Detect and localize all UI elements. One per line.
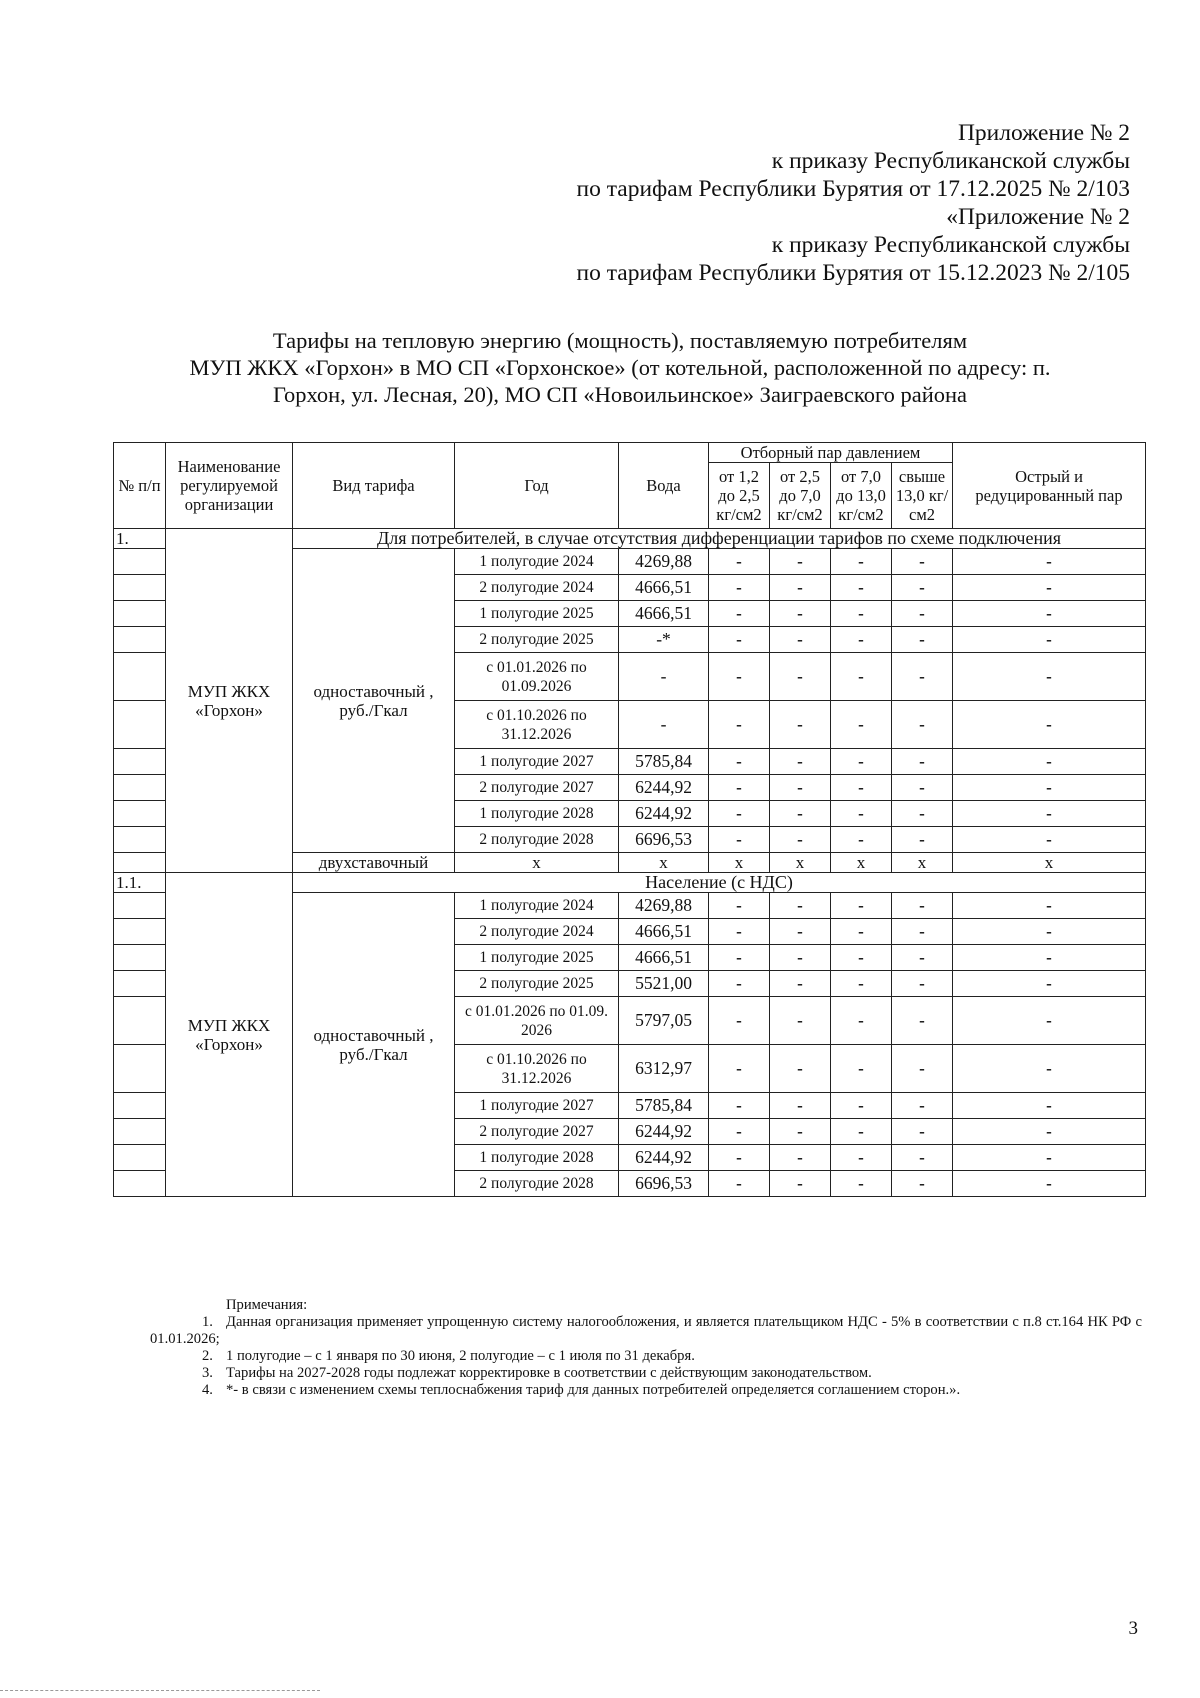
tariff-kind: одноставочный , руб./Гкал (293, 893, 455, 1197)
steam-7-0-value: - (831, 801, 892, 827)
steam-1-2-value: - (709, 701, 770, 749)
two-part-p4: х (892, 853, 953, 873)
note-text: *- в связи с изменением схемы теплоснабжения тариф для данных потребителей определяется соглашением сторон.». (226, 1382, 961, 1398)
water-value: 5785,84 (619, 749, 709, 775)
period-cell: 2 полугодие 2025 (455, 971, 619, 997)
steam-7-0-value: - (831, 549, 892, 575)
note-text: Данная организация применяет упрощенную систему налогообложения, и является плательщиком НДС - 5% в соответствии с п.8 ст.164 НК РФ с 01.01.2026; (150, 1314, 1142, 1347)
steam-7-0-value: - (831, 775, 892, 801)
row-number-cell (114, 945, 166, 971)
steam-13-0-value: - (892, 1045, 953, 1093)
steam-7-0-value: - (831, 653, 892, 701)
col-header-p3: от 7,0 до 13,0 кг/см2 (831, 463, 892, 529)
header-line: Приложение № 2 (957, 120, 1130, 146)
steam-7-0-value: - (831, 749, 892, 775)
steam-13-0-value: - (892, 775, 953, 801)
steam-13-0-value: - (892, 997, 953, 1045)
scan-edge-line (0, 1690, 320, 1691)
col-header-p2: от 2,5 до 7,0 кг/см2 (770, 463, 831, 529)
row-number-cell (114, 1171, 166, 1197)
sharp-steam-value: - (953, 653, 1146, 701)
two-part-water: х (619, 853, 709, 873)
steam-7-0-value: - (831, 701, 892, 749)
steam-1-2-value: - (709, 801, 770, 827)
row-number-cell (114, 749, 166, 775)
col-header-num: № п/п (114, 443, 166, 529)
two-part-p3: х (831, 853, 892, 873)
period-cell: 2 полугодие 2024 (455, 575, 619, 601)
row-number-cell (114, 919, 166, 945)
steam-7-0-value: - (831, 1145, 892, 1171)
section-number: 1.1. (114, 873, 166, 893)
water-value: 6244,92 (619, 1119, 709, 1145)
steam-13-0-value: - (892, 945, 953, 971)
steam-7-0-value: - (831, 827, 892, 853)
steam-7-0-value: - (831, 997, 892, 1045)
col-header-water: Вода (619, 443, 709, 529)
tariff-kind-two-part: двухставочный (293, 853, 455, 873)
sharp-steam-value: - (953, 997, 1146, 1045)
row-number-cell (114, 627, 166, 653)
section-heading-row (114, 529, 1146, 549)
steam-7-0-value: - (831, 919, 892, 945)
sharp-steam-value: - (953, 1145, 1146, 1171)
row-number-cell (114, 575, 166, 601)
col-header-org: Наименование регулируемой организации (166, 443, 293, 529)
period-cell: 1 полугодие 2025 (455, 945, 619, 971)
steam-1-2-value: - (709, 945, 770, 971)
sharp-steam-value: - (953, 701, 1146, 749)
tariff-kind: одноставочный , руб./Гкал (293, 549, 455, 853)
note-text: Тарифы на 2027-2028 годы подлежат корректировке в соответствии с действующим законодательством. (226, 1365, 872, 1381)
steam-13-0-value: - (892, 653, 953, 701)
col-header-year: Год (455, 443, 619, 529)
row-number-cell (114, 801, 166, 827)
steam-7-0-value: - (831, 945, 892, 971)
two-part-sharp: х (953, 853, 1146, 873)
sharp-steam-value: - (953, 945, 1146, 971)
steam-13-0-value: - (892, 827, 953, 853)
row-number-cell (114, 827, 166, 853)
sharp-steam-value: - (953, 1171, 1146, 1197)
two-part-year: х (455, 853, 619, 873)
sharp-steam-value: - (953, 627, 1146, 653)
row-number-cell (114, 653, 166, 701)
steam-2-5-value: - (770, 575, 831, 601)
steam-13-0-value: - (892, 549, 953, 575)
header-line: к приказу Республиканской службы (771, 148, 1130, 174)
section-heading: Для потребителей, в случае отсутствия дифференциации тарифов по схеме подключения (293, 529, 1146, 549)
org-name: МУП ЖКХ «Горхон» (166, 873, 293, 1197)
steam-2-5-value: - (770, 749, 831, 775)
steam-1-2-value: - (709, 893, 770, 919)
water-value: - (619, 653, 709, 701)
sharp-steam-value: - (953, 801, 1146, 827)
steam-2-5-value: - (770, 1045, 831, 1093)
steam-1-2-value: - (709, 997, 770, 1045)
row-number-cell (114, 549, 166, 575)
steam-2-5-value: - (770, 919, 831, 945)
steam-1-2-value: - (709, 827, 770, 853)
header-line: «Приложение № 2 (946, 204, 1130, 230)
sharp-steam-value: - (953, 919, 1146, 945)
page-number: 3 (1128, 1618, 1138, 1639)
period-cell: 2 полугодие 2028 (455, 827, 619, 853)
notes (150, 1297, 1142, 1399)
title-line: МУП ЖКХ «Горхон» в МО СП «Горхонское» (от котельной, расположенной по адресу: п. (189, 355, 1051, 380)
row-number-cell (114, 1093, 166, 1119)
sharp-steam-value: - (953, 893, 1146, 919)
two-part-p2: х (770, 853, 831, 873)
header-row (114, 443, 1146, 463)
water-value: 5797,05 (619, 997, 709, 1045)
steam-2-5-value: - (770, 971, 831, 997)
steam-7-0-value: - (831, 1119, 892, 1145)
note-number: 1. (202, 1314, 213, 1330)
steam-1-2-value: - (709, 653, 770, 701)
steam-1-2-value: - (709, 1119, 770, 1145)
water-value: 6696,53 (619, 827, 709, 853)
steam-1-2-value: - (709, 627, 770, 653)
steam-7-0-value: - (831, 601, 892, 627)
steam-2-5-value: - (770, 701, 831, 749)
steam-2-5-value: - (770, 549, 831, 575)
steam-2-5-value: - (770, 1171, 831, 1197)
steam-2-5-value: - (770, 997, 831, 1045)
steam-7-0-value: - (831, 971, 892, 997)
steam-2-5-value: - (770, 653, 831, 701)
steam-1-2-value: - (709, 601, 770, 627)
steam-1-2-value: - (709, 549, 770, 575)
steam-2-5-value: - (770, 775, 831, 801)
steam-2-5-value: - (770, 827, 831, 853)
sharp-steam-value: - (953, 1093, 1146, 1119)
note-item (150, 1314, 1142, 1348)
row-number-cell (114, 775, 166, 801)
water-value: 5521,00 (619, 971, 709, 997)
title-line: Тарифы на тепловую энергию (мощность), поставляемую потребителям (272, 328, 968, 353)
steam-2-5-value: - (770, 893, 831, 919)
row-number-cell (114, 601, 166, 627)
steam-1-2-value: - (709, 971, 770, 997)
steam-13-0-value: - (892, 919, 953, 945)
water-value: 4666,51 (619, 945, 709, 971)
period-cell: с 01.10.2026 по 31.12.2026 (455, 701, 619, 749)
steam-7-0-value: - (831, 1045, 892, 1093)
steam-2-5-value: - (770, 1145, 831, 1171)
steam-2-5-value: - (770, 1093, 831, 1119)
period-cell: с 01.01.2026 по 01.09. 2026 (455, 997, 619, 1045)
water-value: 6312,97 (619, 1045, 709, 1093)
header-line: по тарифам Республики Бурятия от 17.12.2025 № 2/103 (576, 176, 1130, 202)
water-value: 6696,53 (619, 1171, 709, 1197)
period-cell: с 01.10.2026 по 31.12.2026 (455, 1045, 619, 1093)
note-text: 1 полугодие – с 1 января по 30 июня, 2 полугодие – с 1 июля по 31 декабря. (226, 1348, 695, 1364)
steam-13-0-value: - (892, 701, 953, 749)
section-heading: Население (с НДС) (293, 873, 1146, 893)
period-cell: 2 полугодие 2027 (455, 1119, 619, 1145)
period-cell: 1 полугодие 2028 (455, 1145, 619, 1171)
period-cell: 2 полугодие 2028 (455, 1171, 619, 1197)
col-header-p1: от 1,2 до 2,5 кг/см2 (709, 463, 770, 529)
col-header-steam: Отборный пар давлением (709, 443, 953, 463)
steam-7-0-value: - (831, 627, 892, 653)
row-number-cell (114, 997, 166, 1045)
period-cell: 2 полугодие 2025 (455, 627, 619, 653)
header-line: по тарифам Республики Бурятия от 15.12.2023 № 2/105 (576, 260, 1130, 286)
water-value: - (619, 701, 709, 749)
steam-13-0-value: - (892, 1145, 953, 1171)
two-part-p1: х (709, 853, 770, 873)
water-value: 5785,84 (619, 1093, 709, 1119)
appendix-header (577, 119, 1130, 287)
section-number: 1. (114, 529, 166, 549)
row-number-cell (114, 1119, 166, 1145)
period-cell: 1 полугодие 2027 (455, 749, 619, 775)
water-value: 6244,92 (619, 775, 709, 801)
period-cell: 2 полугодие 2027 (455, 775, 619, 801)
note-item (150, 1382, 1142, 1399)
col-header-sharp-steam: Острый и редуцированный пар (953, 443, 1146, 529)
sharp-steam-value: - (953, 775, 1146, 801)
sharp-steam-value: - (953, 1119, 1146, 1145)
sharp-steam-value: - (953, 1045, 1146, 1093)
period-cell: 2 полугодие 2024 (455, 919, 619, 945)
period-cell: 1 полугодие 2025 (455, 601, 619, 627)
steam-1-2-value: - (709, 575, 770, 601)
period-cell: с 01.01.2026 по 01.09.2026 (455, 653, 619, 701)
period-cell: 1 полугодие 2027 (455, 1093, 619, 1119)
steam-13-0-value: - (892, 749, 953, 775)
note-number: 4. (202, 1382, 213, 1398)
steam-13-0-value: - (892, 971, 953, 997)
steam-1-2-value: - (709, 1093, 770, 1119)
steam-13-0-value: - (892, 1119, 953, 1145)
steam-1-2-value: - (709, 1045, 770, 1093)
steam-7-0-value: - (831, 575, 892, 601)
org-name: МУП ЖКХ «Горхон» (166, 529, 293, 873)
water-value: 6244,92 (619, 1145, 709, 1171)
header-line: к приказу Республиканской службы (771, 232, 1130, 258)
period-cell: 1 полугодие 2024 (455, 893, 619, 919)
steam-1-2-value: - (709, 775, 770, 801)
row-number-cell (114, 1145, 166, 1171)
row-number-cell (114, 701, 166, 749)
steam-2-5-value: - (770, 1119, 831, 1145)
steam-13-0-value: - (892, 1093, 953, 1119)
steam-7-0-value: - (831, 1093, 892, 1119)
note-number: 3. (202, 1365, 213, 1381)
steam-13-0-value: - (892, 801, 953, 827)
steam-1-2-value: - (709, 919, 770, 945)
steam-7-0-value: - (831, 1171, 892, 1197)
period-cell: 1 полугодие 2024 (455, 549, 619, 575)
tariff-table (113, 442, 1146, 1197)
notes-heading: Примечания: (226, 1297, 308, 1313)
steam-2-5-value: - (770, 945, 831, 971)
steam-1-2-value: - (709, 1171, 770, 1197)
water-value: 4269,88 (619, 893, 709, 919)
note-item (150, 1365, 1142, 1382)
document-title (100, 327, 1140, 408)
col-header-kind: Вид тарифа (293, 443, 455, 529)
water-value: 4666,51 (619, 919, 709, 945)
row-number-cell (114, 971, 166, 997)
water-value: 4269,88 (619, 549, 709, 575)
water-value: 4666,51 (619, 575, 709, 601)
water-value: 6244,92 (619, 801, 709, 827)
steam-1-2-value: - (709, 749, 770, 775)
steam-2-5-value: - (770, 801, 831, 827)
steam-2-5-value: - (770, 627, 831, 653)
steam-7-0-value: - (831, 893, 892, 919)
period-cell: 1 полугодие 2028 (455, 801, 619, 827)
col-header-p4: свыше 13,0 кг/см2 (892, 463, 953, 529)
steam-13-0-value: - (892, 1171, 953, 1197)
steam-13-0-value: - (892, 575, 953, 601)
sharp-steam-value: - (953, 749, 1146, 775)
steam-1-2-value: - (709, 1145, 770, 1171)
steam-13-0-value: - (892, 627, 953, 653)
sharp-steam-value: - (953, 827, 1146, 853)
row-number-cell (114, 893, 166, 919)
sharp-steam-value: - (953, 575, 1146, 601)
steam-13-0-value: - (892, 601, 953, 627)
water-value: -* (619, 627, 709, 653)
sharp-steam-value: - (953, 549, 1146, 575)
steam-13-0-value: - (892, 893, 953, 919)
row-number-cell (114, 853, 166, 873)
title-line: Горхон, ул. Лесная, 20), МО СП «Новоильинское» Заиграевского района (272, 382, 968, 407)
sharp-steam-value: - (953, 601, 1146, 627)
sharp-steam-value: - (953, 971, 1146, 997)
row-number-cell (114, 1045, 166, 1093)
note-number: 2. (202, 1348, 213, 1364)
section-heading-row (114, 873, 1146, 893)
steam-2-5-value: - (770, 601, 831, 627)
note-item (150, 1348, 1142, 1365)
water-value: 4666,51 (619, 601, 709, 627)
